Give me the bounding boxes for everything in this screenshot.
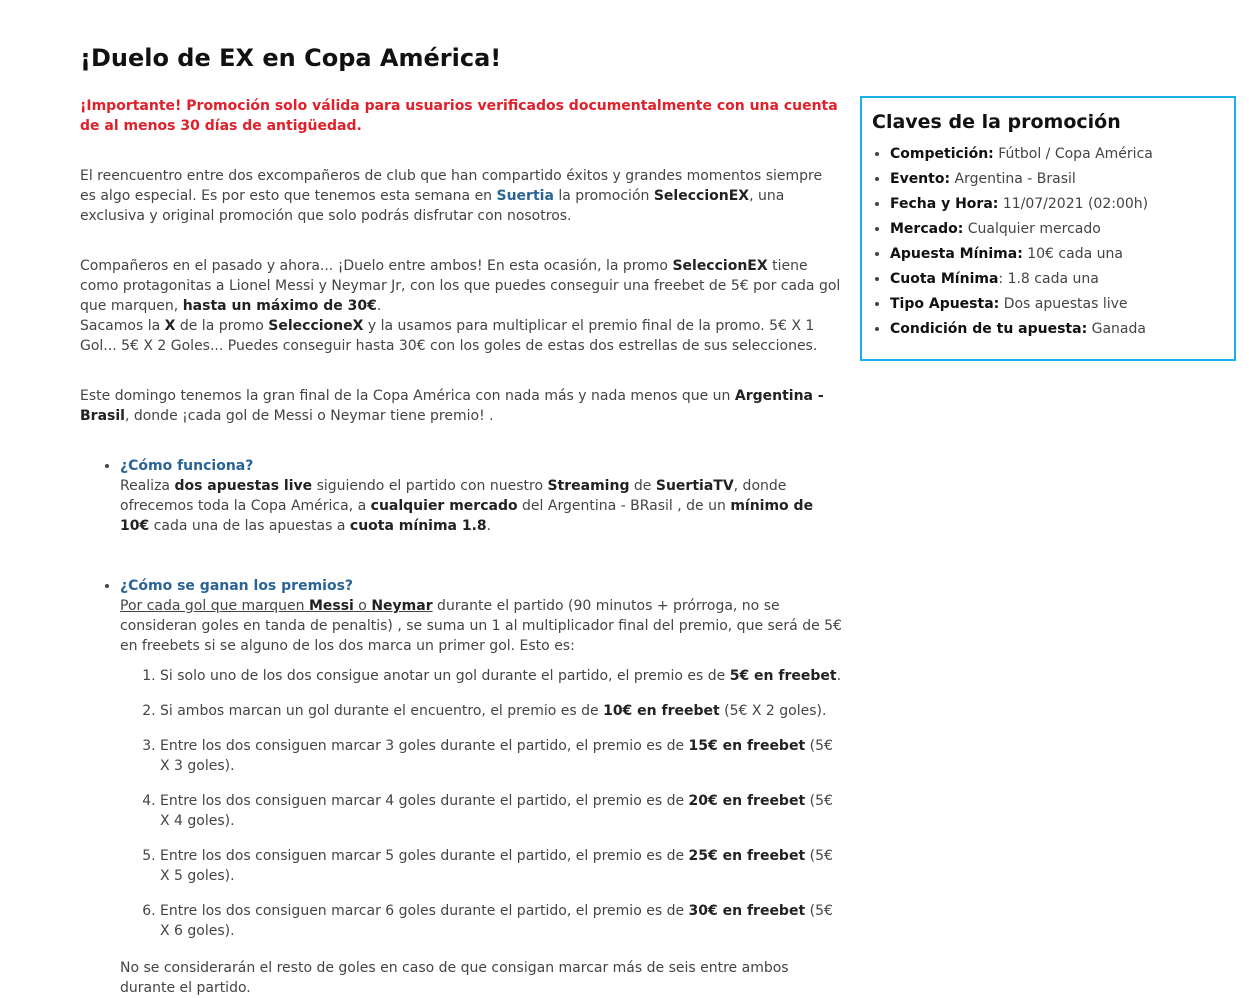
win-text: o	[353, 598, 372, 614]
player-neymar: Neymar	[371, 598, 433, 614]
key-label: Apuesta Mínima:	[890, 246, 1023, 262]
companions-text-2: tiene como protagonitas a Lionel Messi y Neymar Jr, con los que puedes conseguir una freebet de 5€ por cada gol que marquen,	[80, 258, 841, 314]
win-text: Por cada gol que marquen	[120, 598, 309, 614]
prize-amount: 5€ en freebet	[729, 668, 837, 684]
key-item	[890, 192, 1224, 217]
key-item	[890, 142, 1224, 167]
promo-name: SeleccionEX	[672, 258, 768, 274]
prize-amount: 10€ en freebet	[603, 703, 720, 719]
key-value: : 1.8 cada una	[998, 271, 1099, 287]
how-bold: SuertiaTV	[655, 478, 734, 494]
final-paragraph	[80, 386, 842, 426]
key-value: Argentina - Brasil	[950, 171, 1076, 187]
how-bold: cuota mínima 1.8	[349, 518, 487, 534]
suertia-link[interactable]: Suertia	[496, 188, 554, 204]
prize-amount: 20€ en freebet	[688, 793, 806, 809]
promo-keys-box	[860, 96, 1236, 361]
how-text: .	[486, 518, 492, 534]
key-value: Cualquier mercado	[963, 221, 1101, 237]
how-bold: cualquier mercado	[370, 498, 518, 514]
prize-text: Entre los dos consiguen marcar 5 goles durante el partido, el premio es de	[160, 848, 689, 864]
key-item	[890, 242, 1224, 267]
key-value: 10€ cada una	[1022, 246, 1123, 262]
promo-keys-heading: Claves de la promoción	[872, 111, 1121, 133]
how-it-works-heading: ¿Cómo funciona?	[120, 458, 254, 474]
prize-text: Si solo uno de los dos consigue anotar un gol durante el partido, el premio es de	[160, 668, 730, 684]
final-text: Este domingo tenemos la gran final de la Copa América con nada más y nada menos que un	[80, 388, 735, 404]
key-value: Ganada	[1087, 321, 1146, 337]
how-bold: Streaming	[547, 478, 630, 494]
prize-text: (5€ X 5 goles).	[160, 848, 833, 884]
key-item	[890, 217, 1224, 242]
intro-text-2: la promoción	[553, 188, 654, 204]
intro-paragraph	[80, 166, 842, 226]
prize-item	[160, 701, 842, 721]
win-text: durante el partido (90 minutos + prórroga, no se consideran goles en tanda de penaltis) , se suma un 1 al multiplicador final del premio, que será de 5€ en freebets si se alguno de los dos marca un primer gol. Esto es:	[120, 598, 842, 654]
closing-note: No se considerarán el resto de goles en caso de que consigan marcar más de seis entre ambos durante el partido.	[120, 960, 789, 996]
promo-content	[80, 96, 842, 998]
key-value: Fútbol / Copa América	[993, 146, 1153, 162]
prize-item	[160, 666, 842, 686]
companions-paragraph	[80, 256, 842, 356]
prize-text: Entre los dos consiguen marcar 6 goles durante el partido, el premio es de	[160, 903, 689, 919]
verification-warning: ¡Importante! Promoción solo válida para usuarios verificados documentalmente con una cuenta de al menos 30 días de antigüedad.	[80, 98, 838, 134]
how-bold: dos apuestas live	[174, 478, 313, 494]
key-label: Condición de tu apuesta:	[890, 321, 1088, 337]
prize-list	[120, 666, 842, 941]
prize-amount: 25€ en freebet	[688, 848, 806, 864]
key-label: Cuota Mínima	[890, 271, 999, 287]
key-value: 11/07/2021 (02:00h)	[998, 196, 1149, 212]
final-text-2: , donde ¡cada gol de Messi o Neymar tiene premio! .	[124, 408, 494, 424]
prize-text: .	[836, 668, 842, 684]
promo-name: SeleccionEX	[653, 188, 750, 204]
key-label: Fecha y Hora:	[890, 196, 999, 212]
how-text: cada una de las apuestas a	[149, 518, 350, 534]
promo-keys-list	[872, 142, 1224, 342]
key-value: Dos apuestas live	[999, 296, 1128, 312]
win-underlined	[120, 598, 433, 614]
key-label: Tipo Apuesta:	[890, 296, 1000, 312]
key-item	[890, 267, 1224, 292]
key-item	[890, 292, 1224, 317]
how-text: de	[629, 478, 656, 494]
prize-item	[160, 846, 842, 886]
prize-amount: 15€ en freebet	[688, 738, 806, 754]
how-text: siguiendo el partido con nuestro	[312, 478, 548, 494]
how-to-win-heading: ¿Cómo se ganan los premios?	[120, 578, 354, 594]
prize-item	[160, 901, 842, 941]
key-item	[890, 167, 1224, 192]
intro-text-3: , una exclusiva y original promoción que solo podrás disfrutar con nosotros.	[80, 188, 785, 224]
prize-text: Entre los dos consiguen marcar 4 goles durante el partido, el premio es de	[160, 793, 689, 809]
how-it-works-item	[120, 456, 842, 536]
steps-list	[80, 456, 842, 941]
prize-text: (5€ X 4 goles).	[160, 793, 833, 829]
x-letter: X	[164, 318, 176, 334]
companions-text-3: .	[376, 298, 382, 314]
key-label: Mercado:	[890, 221, 964, 237]
how-text: , donde ofrecemos toda la Copa América, a	[120, 478, 787, 514]
how-bold: mínimo de 10€	[120, 498, 814, 534]
how-text: Realiza	[120, 478, 175, 494]
prize-item	[160, 736, 842, 776]
prize-item	[160, 791, 842, 831]
player-messi: Messi	[308, 598, 354, 614]
prize-text: (5€ X 2 goles).	[719, 703, 827, 719]
multiplier-text: Sacamos la	[80, 318, 165, 334]
prize-text: Entre los dos consiguen marcar 3 goles durante el partido, el premio es de	[160, 738, 689, 754]
page-title: ¡Duelo de EX en Copa América!	[80, 44, 502, 72]
key-label: Competición:	[890, 146, 994, 162]
intro-text: El reencuentro entre dos excompañeros de club que han compartido éxitos y grandes momentos siempre es algo especial. Es por esto que tenemos esta semana en	[80, 168, 823, 204]
prize-text: (5€ X 6 goles).	[160, 903, 833, 939]
how-text: del Argentina - BRasil , de un	[517, 498, 731, 514]
match-name: Argentina - Brasil	[80, 388, 824, 424]
prize-amount: 30€ en freebet	[688, 903, 806, 919]
how-to-win-item	[120, 576, 842, 941]
companions-text: Compañeros en el pasado y ahora... ¡Duelo entre ambos! En esta ocasión, la promo	[80, 258, 673, 274]
prize-text: (5€ X 3 goles).	[160, 738, 833, 774]
max-prize: hasta un máximo de 30€	[182, 298, 377, 314]
key-label: Evento:	[890, 171, 951, 187]
key-item	[890, 317, 1224, 342]
prize-text: Si ambos marcan un gol durante el encuentro, el premio es de	[160, 703, 604, 719]
promo-name-alt: SeleccioneX	[268, 318, 364, 334]
multiplier-text-2: de la promo	[175, 318, 269, 334]
multiplier-text-3: y la usamos para multiplicar el premio final de la promo. 5€ X 1 Gol... 5€ X 2 Goles... Puedes conseguir hasta 30€ con los goles de estas dos estrellas de sus selecciones.	[80, 318, 818, 354]
